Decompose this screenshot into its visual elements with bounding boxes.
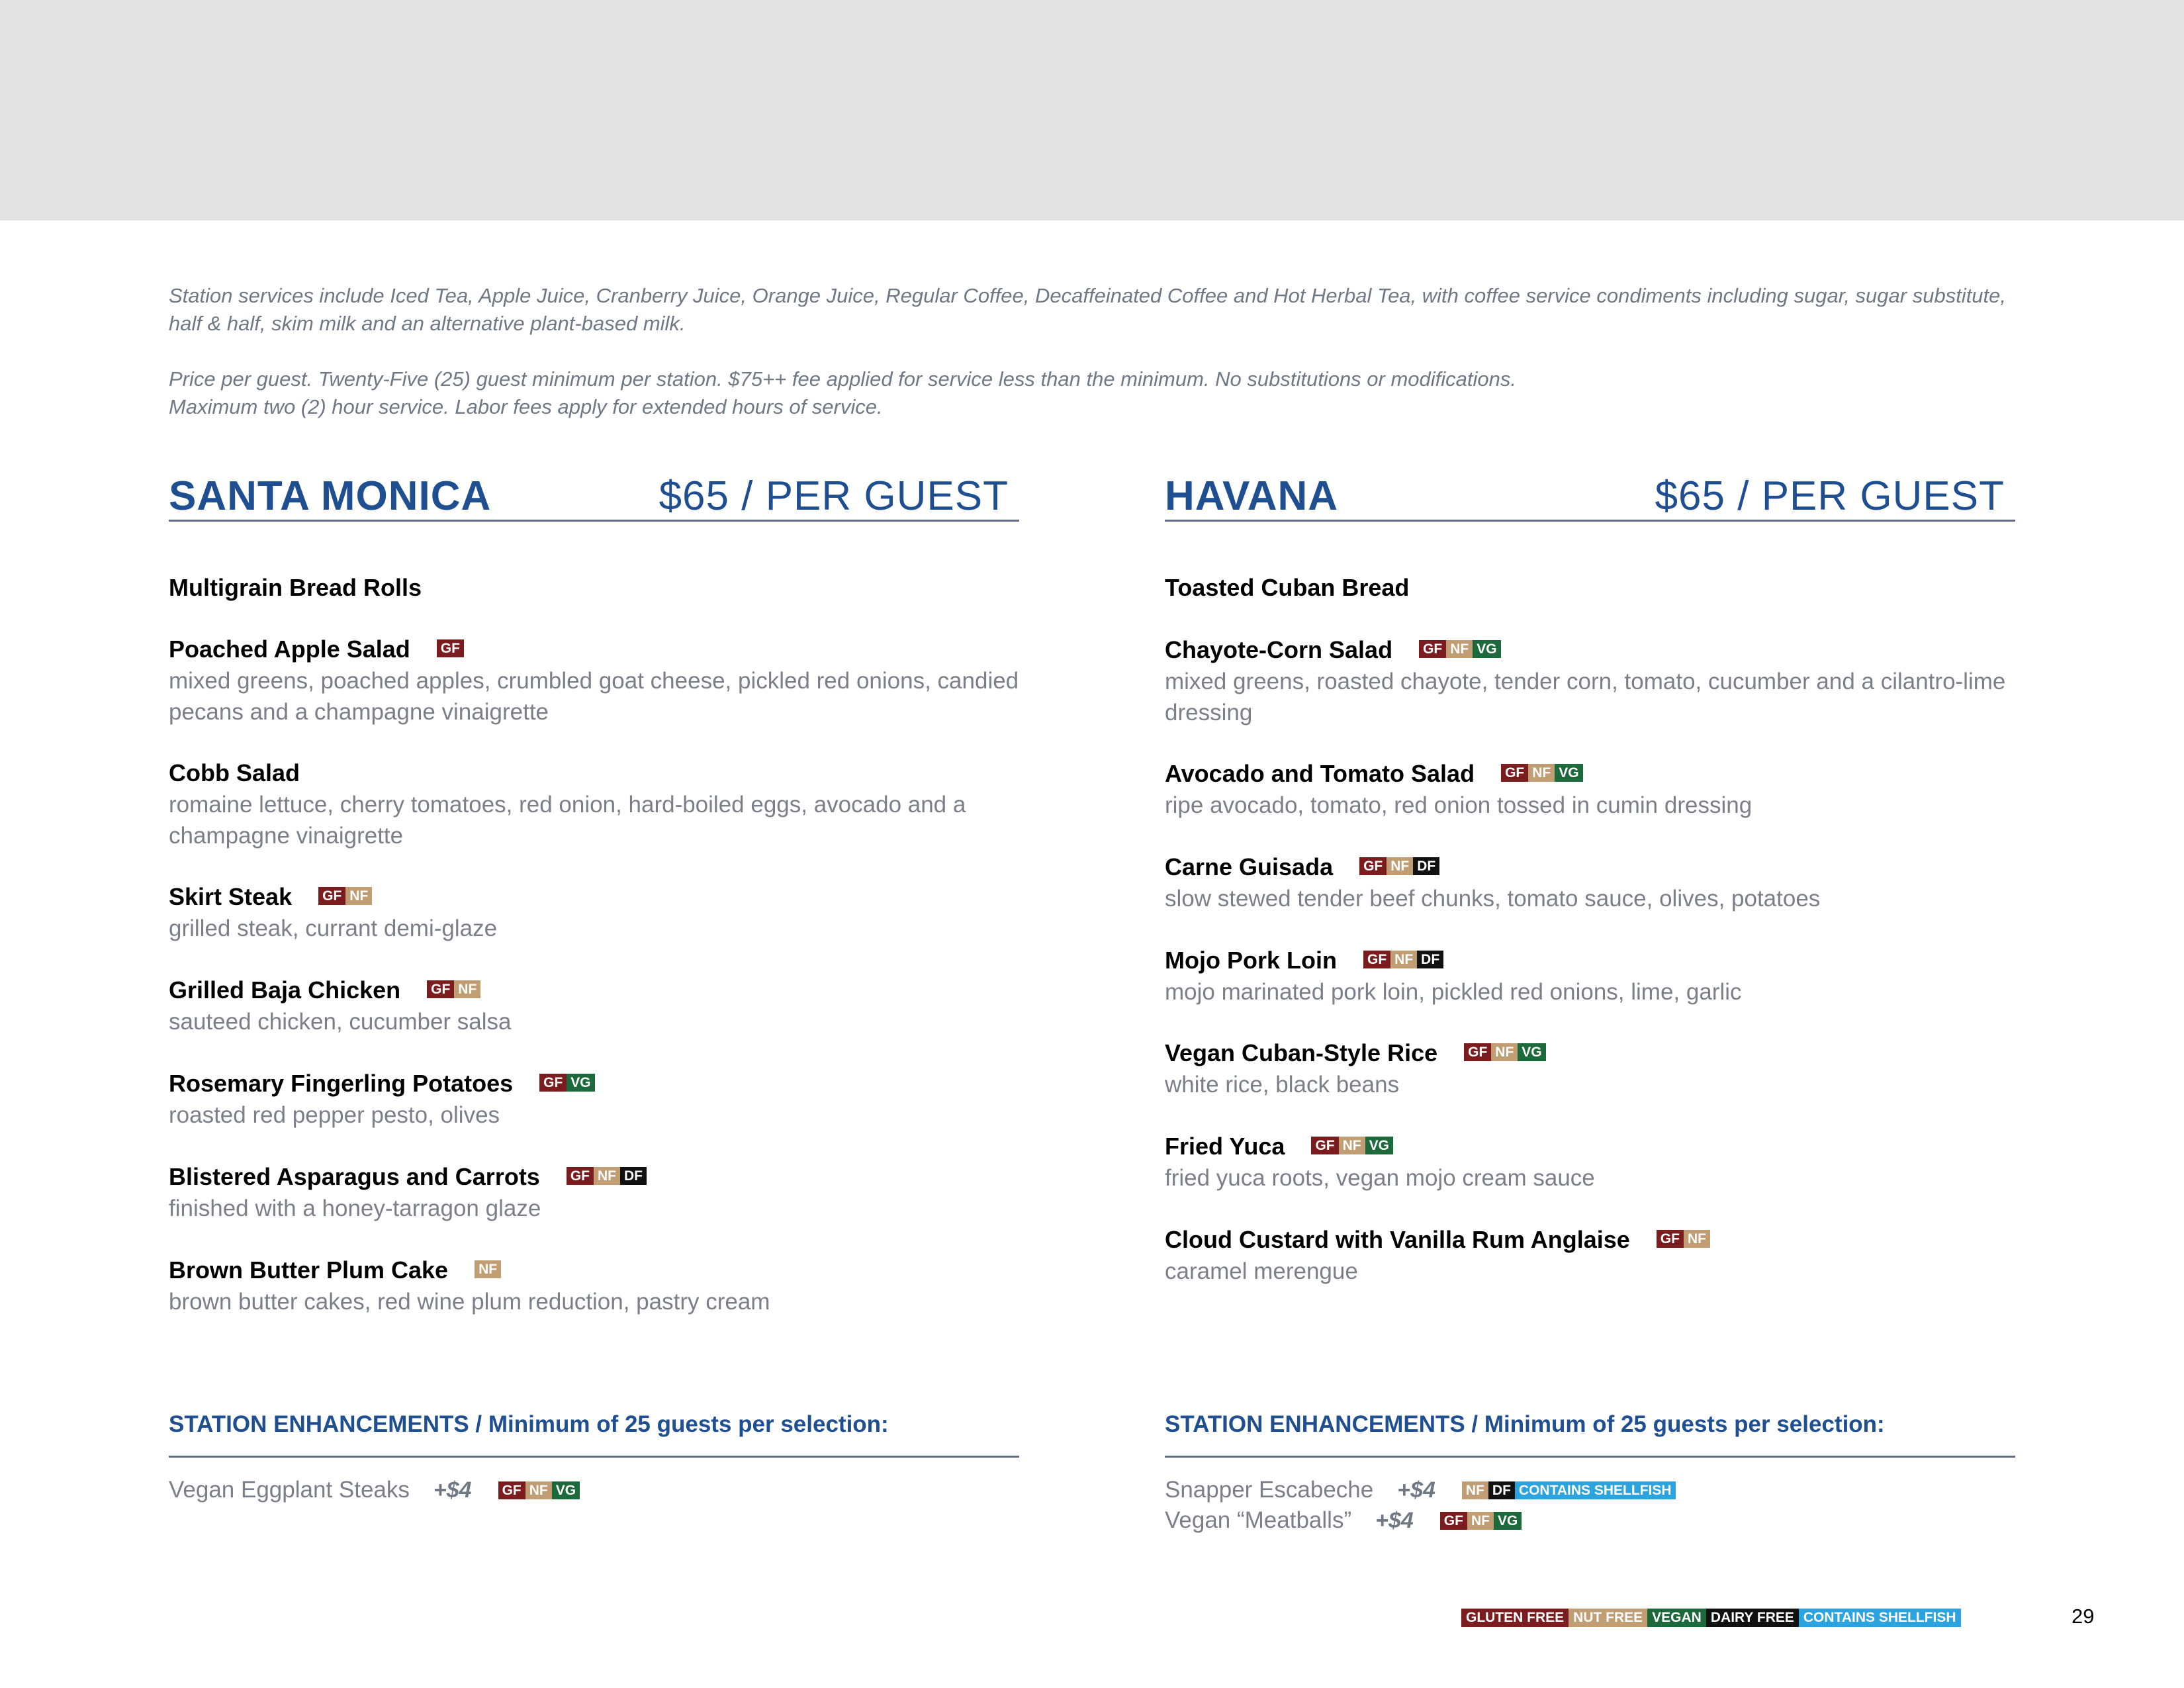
menu-item (1165, 945, 2015, 1008)
menu-item-name: Multigrain Bread Rolls (169, 574, 422, 601)
dietary-tags (1419, 640, 1501, 658)
gluten-free-tag: GF (1657, 1230, 1684, 1248)
gluten-free-tag: GF (1464, 1043, 1491, 1061)
enhancement-name: Vegan Eggplant Steaks (169, 1477, 410, 1503)
nut-free-tag: NF (525, 1481, 552, 1499)
menu-item (1165, 1131, 2015, 1194)
nut-free-tag: NF (475, 1260, 501, 1278)
station-santa-monica (169, 463, 1019, 1315)
menu-item-description: brown butter cakes, red wine plum reduction, pastry cream (169, 1289, 770, 1315)
gluten-free-tag: GF (539, 1074, 567, 1092)
menu-item-description: sauteed chicken, cucumber salsa (169, 1009, 512, 1035)
dietary-tags (1501, 764, 1583, 782)
enhancements-list (169, 1475, 1019, 1505)
menu-item (1165, 1037, 2015, 1100)
menu-item-name: Avocado and Tomato Salad (1165, 760, 1475, 787)
pricing-note-line: Price per guest. Twenty-Five (25) guest minimum per station. $75++ fee applied for service less than the minimum. No substitutions or modifications. (169, 367, 1516, 391)
menu-item-name: Rosemary Fingerling Potatoes (169, 1070, 514, 1097)
enhancements-heading: STATION ENHANCEMENTS / Minimum of 25 guests per selection: (169, 1403, 1019, 1458)
header-band (0, 0, 2184, 220)
menu-item (169, 1161, 1019, 1224)
dietary-tags (539, 1074, 595, 1092)
dietary-tags (1359, 857, 1439, 875)
legend-vegan: VEGAN (1647, 1609, 1706, 1627)
dairy-free-tag: DF (1413, 857, 1439, 875)
dietary-tags (567, 1167, 647, 1185)
enhancement-item (1165, 1475, 2015, 1505)
menu-item-description: white rice, black beans (1165, 1072, 1400, 1098)
station-title: SANTA MONICA (169, 473, 492, 519)
vegan-tag: VG (567, 1074, 594, 1092)
legend-dairy-free: DAIRY FREE (1706, 1609, 1799, 1627)
nut-free-tag: NF (1684, 1230, 1710, 1248)
menu-item-name: Chayote-Corn Salad (1165, 636, 1393, 663)
menu-item-description: caramel merengue (1165, 1258, 1358, 1284)
nut-free-tag: NF (1390, 951, 1417, 968)
menu-item-name: Grilled Baja Chicken (169, 976, 401, 1004)
page-number: 29 (2071, 1605, 2095, 1628)
menu-item-description: slow stewed tender beef chunks, tomato sauce, olives, potatoes (1165, 886, 1821, 912)
gluten-free-tag: GF (1440, 1512, 1467, 1530)
menu-item (1165, 634, 2015, 728)
station-enhancements-havana (1165, 1403, 2015, 1536)
legend-contains-shellfish: CONTAINS SHELLFISH (1799, 1609, 1961, 1627)
nut-free-tag: NF (1387, 857, 1413, 875)
menu-item (169, 572, 1019, 604)
dietary-tags (1462, 1475, 1676, 1505)
enhancements-list (1165, 1475, 2015, 1536)
legend-nut-free: NUT FREE (1569, 1609, 1647, 1627)
nut-free-tag: NF (1491, 1043, 1518, 1061)
gluten-free-tag: GF (1501, 764, 1528, 782)
station-title: HAVANA (1165, 473, 1339, 519)
menu-item-description: romaine lettuce, cherry tomatoes, red onion, hard-boiled eggs, avocado and a champagne vinaigrette (169, 792, 966, 849)
menu-item-name: Cobb Salad (169, 759, 300, 786)
station-price: $65 / PER GUEST (1655, 473, 2005, 519)
menu-item-description: finished with a honey-tarragon glaze (169, 1196, 541, 1221)
enhancement-price: +$4 (1375, 1508, 1414, 1533)
vegan-tag: VG (1473, 640, 1500, 658)
menu-item-name: Carne Guisada (1165, 853, 1334, 880)
nut-free-tag: NF (1446, 640, 1473, 658)
menu-item (169, 1068, 1019, 1131)
menu-item-name: Cloud Custard with Vanilla Rum Anglaise (1165, 1226, 1630, 1253)
nut-free-tag: NF (594, 1167, 620, 1185)
vegan-tag: VG (1365, 1137, 1393, 1154)
pricing-note (169, 365, 2015, 421)
menu-item-description: mojo marinated pork loin, pickled red onions, lime, garlic (1165, 979, 1742, 1005)
enhancement-name: Snapper Escabeche (1165, 1477, 1374, 1503)
vegan-tag: VG (552, 1481, 580, 1499)
vegan-tag: VG (1555, 764, 1582, 782)
station-price: $65 / PER GUEST (659, 473, 1009, 519)
menu-item (169, 633, 1019, 727)
gluten-free-tag: GF (437, 639, 464, 657)
menu-item-name: Skirt Steak (169, 883, 293, 910)
menu-item-name: Blistered Asparagus and Carrots (169, 1163, 540, 1190)
dietary-legend (1461, 1609, 1961, 1627)
enhancements-heading: STATION ENHANCEMENTS / Minimum of 25 guests per selection: (1165, 1403, 2015, 1458)
menu-item-description: mixed greens, roasted chayote, tender corn, tomato, cucumber and a cilantro-lime dressing (1165, 669, 2006, 726)
menu-item (169, 881, 1019, 944)
gluten-free-tag: GF (427, 980, 454, 998)
gluten-free-tag: GF (1359, 857, 1387, 875)
dairy-free-tag: DF (620, 1167, 647, 1185)
menu-item-description: fried yuca roots, vegan mojo cream sauce (1165, 1165, 1595, 1191)
gluten-free-tag: GF (1311, 1137, 1338, 1154)
menu-item-name: Brown Butter Plum Cake (169, 1256, 449, 1284)
menu-item-description: roasted red pepper pesto, olives (169, 1102, 500, 1128)
menu-item-name: Vegan Cuban-Style Rice (1165, 1039, 1438, 1066)
gluten-free-tag: GF (1363, 951, 1390, 968)
menu-item-description: ripe avocado, tomato, red onion tossed in cumin dressing (1165, 792, 1752, 818)
legend-gluten-free: GLUTEN FREE (1461, 1609, 1569, 1627)
menu-item (1165, 851, 2015, 914)
vegan-tag: VG (1494, 1512, 1522, 1530)
dairy-free-tag: DF (1417, 951, 1443, 968)
menu-item-name: Toasted Cuban Bread (1165, 574, 1410, 601)
dairy-free-tag: DF (1488, 1481, 1515, 1499)
menu-item-description: mixed greens, poached apples, crumbled goat cheese, pickled red onions, candied pecans and a champagne vinaigrette (169, 668, 1019, 725)
dietary-tags (427, 980, 480, 998)
gluten-free-tag: GF (498, 1481, 525, 1499)
enhancement-price: +$4 (1397, 1477, 1435, 1503)
menu-item-name: Mojo Pork Loin (1165, 947, 1337, 974)
vegan-tag: VG (1518, 1043, 1545, 1061)
gluten-free-tag: GF (318, 887, 345, 905)
menu-item (1165, 572, 2015, 604)
dietary-tags (1440, 1505, 1522, 1536)
enhancement-item (169, 1475, 1019, 1505)
enhancement-price: +$4 (433, 1477, 472, 1503)
station-header (1165, 463, 2015, 522)
nut-free-tag: NF (454, 980, 480, 998)
menu-item-description: grilled steak, currant demi-glaze (169, 915, 498, 941)
station-enhancements-santa-monica (169, 1403, 1019, 1505)
contains-shellfish-tag: CONTAINS SHELLFISH (1515, 1481, 1676, 1499)
dietary-tags (498, 1475, 580, 1505)
menu-item (1165, 758, 2015, 821)
service-duration-note: Maximum two (2) hour service. Labor fees apply for extended hours of service. (169, 395, 883, 418)
menu-item-name: Fried Yuca (1165, 1133, 1285, 1160)
gluten-free-tag: GF (1419, 640, 1446, 658)
menu-item (169, 1254, 1019, 1317)
dietary-tags (1657, 1230, 1710, 1248)
gluten-free-tag: GF (567, 1167, 594, 1185)
menu-item (169, 974, 1019, 1037)
nut-free-tag: NF (1339, 1137, 1365, 1154)
station-header (169, 463, 1019, 522)
nut-free-tag: NF (1467, 1512, 1494, 1530)
station-services-note: Station services include Iced Tea, Apple Juice, Cranberry Juice, Orange Juice, Regular Coffee, Decaffeinated Coffee and Hot Herbal Tea, with coffee service condiments including sugar, sugar substitute, half & half, skim milk and an alternative plant-based milk. (169, 284, 2007, 335)
menu-item (169, 757, 1019, 851)
menu-item (1165, 1224, 2015, 1287)
dietary-tags (318, 887, 372, 905)
dietary-tags (475, 1260, 501, 1278)
enhancement-name: Vegan “Meatballs” (1165, 1507, 1352, 1533)
dietary-tags (1363, 951, 1443, 968)
nut-free-tag: NF (1528, 764, 1555, 782)
menu-item-name: Poached Apple Salad (169, 635, 410, 663)
nut-free-tag: NF (1462, 1481, 1488, 1499)
dietary-tags (1464, 1043, 1546, 1061)
station-havana (1165, 463, 2015, 1284)
enhancement-item (1165, 1505, 2015, 1536)
dietary-tags (1311, 1137, 1393, 1154)
dietary-tags (437, 639, 464, 657)
nut-free-tag: NF (345, 887, 372, 905)
